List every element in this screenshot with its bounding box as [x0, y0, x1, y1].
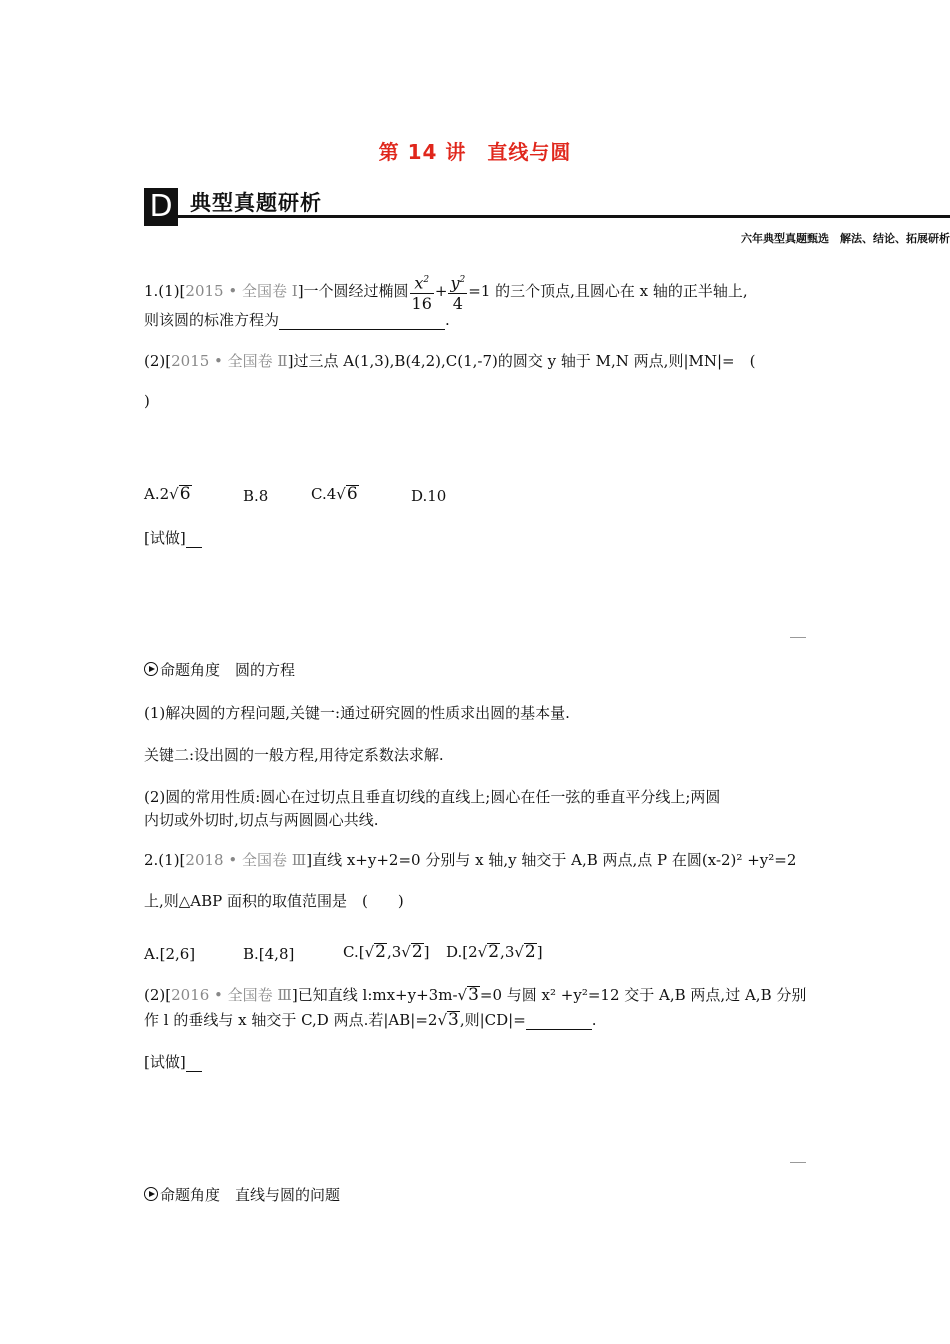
- sqrt-icon: √2: [514, 942, 536, 962]
- try-blank[interactable]: [186, 533, 202, 548]
- q1-part2-close: ): [144, 392, 150, 410]
- q1-part1-prefix: 1.(1)[: [144, 282, 186, 301]
- play-circle-icon: [144, 662, 158, 676]
- try-label: [试做]: [144, 529, 186, 547]
- plus-sign: +: [434, 282, 448, 301]
- banner-title: 典型真题研析: [190, 191, 322, 215]
- q2-part2-line2: 作 l 的垂线与 x 轴交于 C,D 两点.若|AB|=2√3,则|CD|= .: [144, 1010, 597, 1030]
- q2-part2-line1: (2)[2016 • 全国卷 Ⅲ]已知直线 l:mx+y+3m-√3=0 与圆 x² +y²=12 交于 A,B 两点,过 A,B 分别: [144, 985, 807, 1005]
- q2-try: [144, 1052, 202, 1072]
- banner-letter: D: [144, 188, 178, 226]
- q1-part2-text: ]过三点 A(1,3),B(4,2),C(1,-7)的圆交 y 轴于 M,N 两点,则|MN|= (: [287, 352, 756, 370]
- q1-part2-source: 2015 • 全国卷 Ⅱ: [171, 352, 288, 370]
- sqrt-icon: √2: [401, 942, 423, 962]
- q1-part1-line2-text: 则该圆的标准方程为: [144, 311, 280, 329]
- q2-option-c[interactable]: C.[√2,3√2]: [343, 942, 430, 962]
- q2-part2-source: 2016 • 全国卷 Ⅲ: [171, 986, 292, 1004]
- sqrt-icon: √6: [336, 484, 358, 504]
- banner-subtitle: 六年典型真题甄选 解法、结论、拓展研析: [741, 232, 950, 245]
- banner-divider: [178, 215, 950, 218]
- q2-answer-blank[interactable]: [526, 1013, 592, 1030]
- angle1-p3a: (2)圆的常用性质:圆心在过切点且垂直切线的直线上;圆心在任一弦的垂直平分线上;两圆: [144, 788, 721, 806]
- sqrt-icon: √6: [169, 484, 191, 504]
- sqrt-icon: √3: [437, 1010, 459, 1030]
- q2-part1-source: 2018 • 全国卷 Ⅲ: [185, 851, 307, 869]
- sqrt-icon: √2: [364, 942, 386, 962]
- q1-option-b[interactable]: B.8: [243, 487, 269, 505]
- q1-part1-line2: 则该圆的标准方程为 .: [144, 311, 450, 329]
- page-title: 第 14 讲 直线与圆: [378, 140, 572, 164]
- q2-option-a[interactable]: A.[2,6]: [144, 945, 196, 963]
- try-label: [试做]: [144, 1053, 186, 1071]
- angle1-heading: 命题角度 圆的方程: [144, 659, 295, 680]
- q1-part2-line1: (2)[2015 • 全国卷 Ⅱ]过三点 A(1,3),B(4,2),C(1,-7)的圆交 y 轴于 M,N 两点,则|MN|= (: [144, 352, 756, 370]
- ellipse-frac-y: $\frac{y^2}{4}$: [448, 270, 467, 314]
- ellipse-frac-x: $\frac{x^2}{16}$: [410, 270, 434, 314]
- q1-part1-source: 2015 • 全国卷 Ⅰ: [185, 282, 298, 301]
- angle2-heading: 命题角度 直线与圆的问题: [144, 1184, 340, 1205]
- sqrt-icon: √3: [457, 985, 479, 1005]
- divider-dash: [790, 1162, 806, 1163]
- q1-option-c[interactable]: C.4√6: [311, 484, 358, 504]
- angle1-p2: 关键二:设出圆的一般方程,用待定系数法求解.: [144, 746, 444, 764]
- q2-part1-text: ]直线 x+y+2=0 分别与 x 轴,y 轴交于 A,B 两点,点 P 在圆(x-2)² +y²=2: [306, 851, 797, 869]
- divider-dash: [790, 637, 806, 638]
- q1-part1-text-a: ]一个圆经过椭圆: [297, 282, 409, 301]
- q2-part1-line1: 2.(1)[2018 • 全国卷 Ⅲ]直线 x+y+2=0 分别与 x 轴,y 轴交于 A,B 两点,点 P 在圆(x-2)² +y²=2: [144, 851, 797, 869]
- q1-answer-blank[interactable]: [279, 313, 445, 330]
- try-blank[interactable]: [186, 1057, 202, 1072]
- q1-part1-line1: [144, 270, 748, 314]
- q2-part1-line2: 上,则△ABP 面积的取值范围是 ( ): [144, 892, 404, 910]
- q1-try: [144, 528, 202, 548]
- q1-option-a[interactable]: A.2√6: [144, 484, 191, 504]
- sqrt-icon: √2: [477, 942, 500, 962]
- angle1-p1: (1)解决圆的方程问题,关键一:通过研究圆的性质求出圆的基本量.: [144, 704, 570, 722]
- q1-option-d[interactable]: D.10: [411, 487, 447, 505]
- play-circle-icon: [144, 1187, 158, 1201]
- angle1-p3b: 内切或外切时,切点与两圆圆心共线.: [144, 811, 379, 829]
- q1-part1-text-b: =1 的三个顶点,且圆心在 x 轴的正半轴上,: [468, 282, 748, 301]
- q2-option-b[interactable]: B.[4,8]: [243, 945, 295, 963]
- q2-option-d[interactable]: D.[2√2,3√2]: [446, 942, 543, 962]
